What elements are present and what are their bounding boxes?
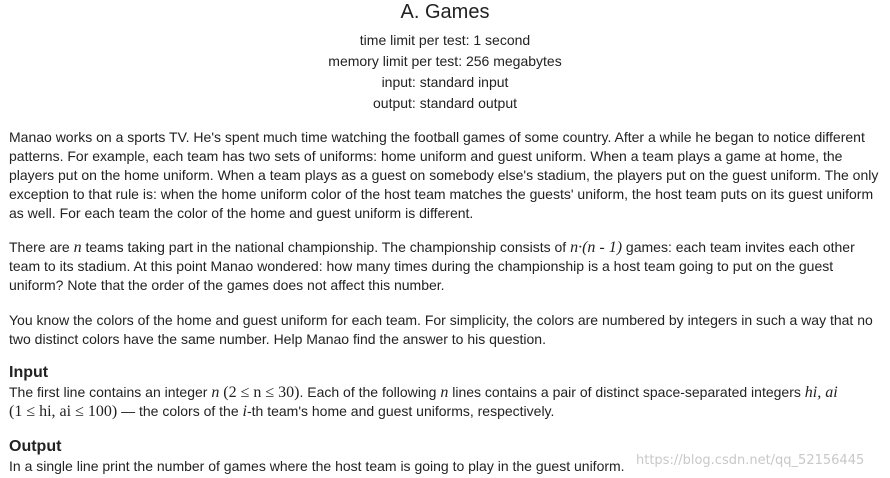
input-var-n: n [211, 384, 220, 401]
memory-limit: memory limit per test: 256 megabytes [328, 53, 562, 69]
input-spec: input: standard input [381, 74, 509, 90]
input-text-2: . Each of the following [299, 384, 441, 400]
input-var-n-2: n [440, 384, 449, 401]
statement-paragraph-2 [9, 238, 879, 295]
input-text-3: lines contains a pair of distinct space-separated integers [448, 384, 805, 400]
output-section-text: In a single line print the number of games where the host team is going to play in the guest uniform. [9, 458, 625, 474]
p2-text-a: There are [9, 239, 74, 255]
p2-text-c: games: each team invites each other team to its stadium. At this point Manao wondered: how many times during the championship is a host team going to put on the guest uniform? Note that the order of the games does not affect this number. [9, 239, 855, 293]
p2-var-n: n [73, 239, 82, 256]
input-range-n: (2 ≤ n ≤ 30) [223, 384, 300, 401]
input-section-title: Input [9, 364, 49, 381]
problem-title: A. Games [400, 1, 490, 23]
problem-header [0, 0, 890, 114]
p2-text-b: teams taking part in the national championship. The championship consists of [81, 239, 571, 255]
time-limit: time limit per test: 1 second [359, 32, 531, 48]
input-text-5: -th team's home and guest uniforms, respectively. [246, 403, 555, 419]
input-section-text [9, 383, 879, 421]
input-section [9, 363, 879, 421]
input-var-i: i [242, 403, 247, 420]
statement-paragraph-1: Manao works on a sports TV. He's spent much time watching the football games of some country. After a while he began to notice different patterns. For example, each team has two sets of uniforms: home uniform and guest uniform. When a team plays a game at home, the players put on the home uniform. When a team plays as a guest on somebody else's stadium, the players put on the guest uniform. The only exception to that rule is: when the home uniform color of the host team matches the guests' uniform, the host team puts on its guest uniform as well. For each team the color of the home and guest uniform is different. [9, 129, 879, 221]
output-section-title: Output [9, 438, 62, 455]
statement-paragraph-3: You know the colors of the home and guest uniform for each team. For simplicity, the colors are numbered by integers in such a way that no two distinct colors have the same number. Help Manao find the answer to his question. [9, 312, 873, 347]
p2-formula: n·(n - 1) [570, 239, 623, 256]
output-spec: output: standard output [373, 95, 517, 111]
input-vars-h-a: hi, ai [804, 384, 838, 401]
input-range-h-a: (1 ≤ hi, ai ≤ 100) [9, 403, 118, 420]
csdn-watermark: https://blog.csdn.net/qq_52156445 [636, 453, 865, 468]
input-text-1: The first line contains an integer [9, 384, 212, 400]
input-text-4: — the colors of the [117, 403, 243, 419]
